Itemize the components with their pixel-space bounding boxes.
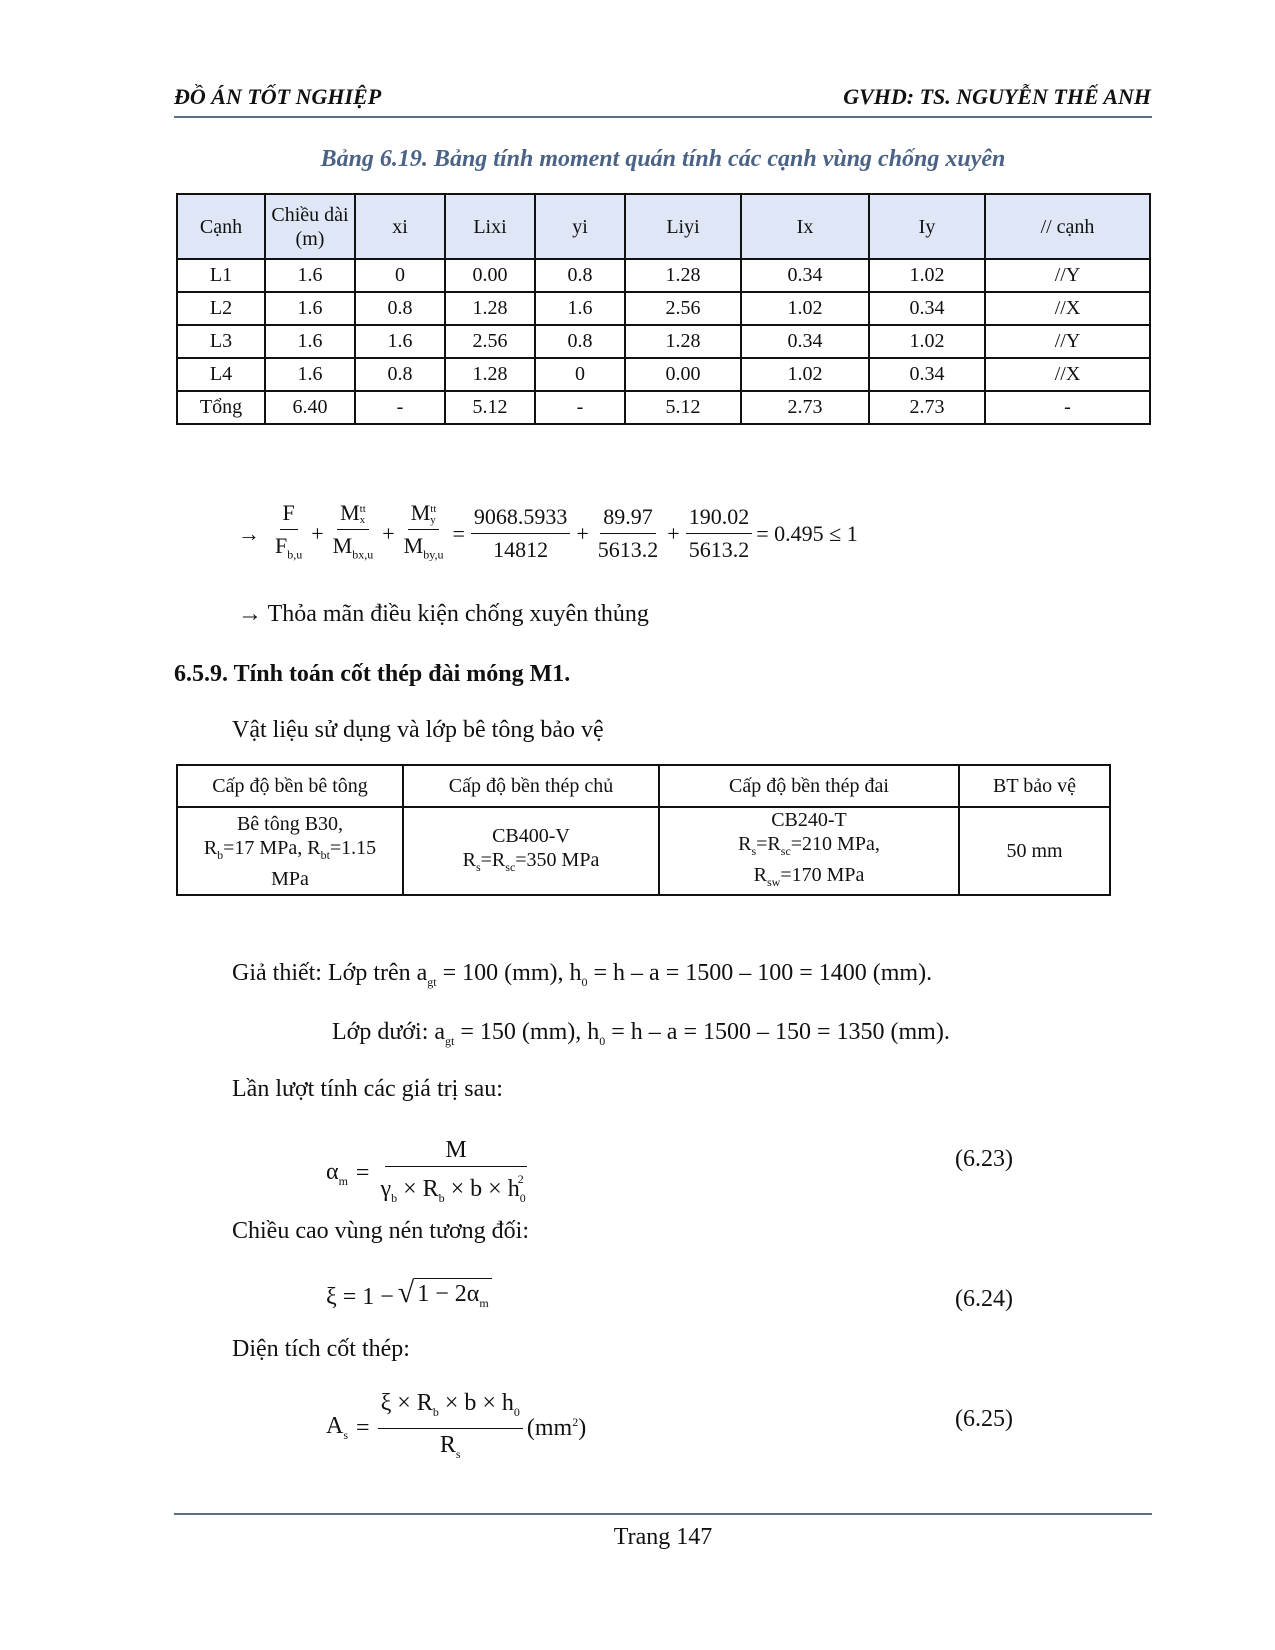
table-cell: 1.6 — [355, 325, 445, 358]
table-cell: Tổng — [177, 391, 265, 424]
table-cell: 2.73 — [869, 391, 985, 424]
moment-inertia-table — [176, 193, 1151, 425]
table-cell: 2.73 — [741, 391, 869, 424]
concrete-grade-cell: Bê tông B30, $R_b=17$ MPa, $R_{bt}=1.15$ MPa — [177, 807, 403, 895]
table-cell: 1.02 — [741, 358, 869, 391]
assumption-top-layer: Giả thiết: Lớp trên $a_{gt} = 100$ (mm), $h_0 = h - a = 1500 - 100 = 1400$ (mm). — [232, 960, 933, 989]
table-cell: 2.56 — [445, 325, 535, 358]
table-cell: 1.28 — [625, 259, 741, 292]
table-cell: 0.00 — [445, 259, 535, 292]
table-cell: 0.34 — [741, 259, 869, 292]
table-cell: 1.6 — [265, 259, 355, 292]
col-header: Chiều dài (m) — [265, 194, 355, 259]
col-header: yi — [535, 194, 625, 259]
col-header: Iy — [869, 194, 985, 259]
materials-intro: Vật liệu sử dụng và lớp bê tông bảo vệ — [232, 717, 604, 743]
table-header-row — [177, 194, 1150, 259]
table-cell: //Y — [985, 325, 1150, 358]
table-cell: - — [535, 391, 625, 424]
table-cell: L4 — [177, 358, 265, 391]
table-cell: 0.00 — [625, 358, 741, 391]
table-cell: //X — [985, 292, 1150, 325]
table-cell: 1.02 — [869, 259, 985, 292]
fraction: $\frac{190.02}{5613.2}$ — [686, 504, 753, 563]
materials-table — [176, 764, 1111, 896]
table-cell: L1 — [177, 259, 265, 292]
col-header: Cạnh — [177, 194, 265, 259]
table-cell: 0 — [535, 358, 625, 391]
equation-number: (6.25) — [955, 1406, 1013, 1432]
col-header: // cạnh — [985, 194, 1150, 259]
fraction: $\frac{F}{F_{b,u}}$ — [275, 500, 303, 562]
section-heading: 6.5.9. Tính toán cốt thép đài móng M1. — [174, 661, 571, 687]
table-cell: 5.12 — [625, 391, 741, 424]
table-header-row — [177, 765, 1110, 807]
footer-rule — [174, 1513, 1152, 1515]
assumption-bottom-layer: Lớp dưới: $a_{gt} = 150$ (mm), $h_0 = h - a = 1500 - 150 = 1350$ (mm). — [332, 1019, 950, 1048]
table-cell: 0.8 — [355, 358, 445, 391]
col-header: Ix — [741, 194, 869, 259]
calc-intro: Lần lượt tính các giá trị sau: — [232, 1076, 503, 1102]
table-cell: 1.6 — [265, 358, 355, 391]
header-rule — [174, 116, 1152, 118]
punching-check-formula: → $\frac{F}{F_{b,u}}$ + M tt x $M_{bx,u}$ + M tt y $M_{by,u}$ = $\frac{9068.5933}{14812}$ + $\frac{89.97}{5613.2}$ + $\frac{190.02}{5613.2}$ = 0.495 ≤ 1 — [238, 500, 858, 567]
table-cell: 1.02 — [741, 292, 869, 325]
table-cell: 1.28 — [445, 292, 535, 325]
table-cell: 1.28 — [445, 358, 535, 391]
table-cell: 0.34 — [869, 292, 985, 325]
table-cell: 2.56 — [625, 292, 741, 325]
col-header: Cấp độ bền thép chủ — [403, 765, 659, 807]
table-row — [177, 358, 1150, 391]
table-cell: L2 — [177, 292, 265, 325]
col-header: xi — [355, 194, 445, 259]
table-cell: 0.8 — [535, 259, 625, 292]
table-row — [177, 292, 1150, 325]
alpha-m-formula: $\alpha_m$ = $\frac{M}{\gamma_b \times R_b \times b \times h_0^2}$ — [326, 1137, 526, 1205]
table-cell: //Y — [985, 259, 1150, 292]
col-header: Lixi — [445, 194, 535, 259]
stirrup-steel-cell: CB240-T $R_s=R_{sc}=210$ MPa, $R_{sw}=170$ MPa — [659, 807, 959, 895]
table-cell: 1.6 — [265, 292, 355, 325]
table-cell: 0.8 — [535, 325, 625, 358]
table-cell: 0.34 — [869, 358, 985, 391]
fraction: $\frac{89.97}{5613.2}$ — [597, 504, 659, 563]
table-cell: 5.12 — [445, 391, 535, 424]
check-conclusion: → Thỏa mãn điều kiện chống xuyên thủng — [238, 601, 649, 627]
table-row — [177, 391, 1150, 424]
table-caption: Bảng 6.19. Bảng tính moment quán tính các cạnh vùng chống xuyên — [320, 146, 1006, 172]
col-header: Liyi — [625, 194, 741, 259]
table-row — [177, 325, 1150, 358]
fraction: M tt x $M_{bx,u}$ — [332, 500, 374, 562]
table-cell: 1.6 — [535, 292, 625, 325]
table-row — [177, 807, 1110, 895]
table-cell: //X — [985, 358, 1150, 391]
equation-number: (6.23) — [955, 1146, 1013, 1172]
table-cell: - — [355, 391, 445, 424]
table-cell: L3 — [177, 325, 265, 358]
table-cell: - — [985, 391, 1150, 424]
table-row — [177, 259, 1150, 292]
cover-cell: 50 mm — [959, 807, 1110, 895]
xi-heading: Chiều cao vùng nén tương đối: — [232, 1218, 529, 1244]
header-left-title: ĐỒ ÁN TỐT NGHIỆP — [174, 84, 382, 109]
col-header: BT bảo vệ — [959, 765, 1110, 807]
fraction: $\frac{9068.5933}{14812}$ — [471, 504, 571, 563]
table-cell: 0.34 — [741, 325, 869, 358]
table-cell: 0.8 — [355, 292, 445, 325]
col-header: Cấp độ bền thép đai — [659, 765, 959, 807]
check-result: = 0.495 ≤ 1 — [756, 520, 858, 546]
table-cell: 6.40 — [265, 391, 355, 424]
page-number: Trang 147 — [613, 1524, 713, 1550]
equation-number: (6.24) — [955, 1286, 1013, 1312]
main-steel-cell: CB400-V $R_s=R_{sc}=350$ MPa — [403, 807, 659, 895]
table-cell: 1.02 — [869, 325, 985, 358]
arrow-icon: → — [238, 520, 260, 546]
fraction: M tt y $M_{by,u}$ — [403, 500, 444, 562]
as-heading: Diện tích cốt thép: — [232, 1336, 410, 1362]
table-cell: 1.6 — [265, 325, 355, 358]
as-formula: $A_s$ = $\frac{\xi \times R_b \times b \times h_0}{R_s}$ $(mm^2)$ — [326, 1390, 587, 1461]
table-cell: 0 — [355, 259, 445, 292]
header-right-advisor: GVHD: TS. NGUYỄN THẾ ANH — [843, 84, 1151, 109]
table-cell: 1.28 — [625, 325, 741, 358]
col-header: Cấp độ bền bê tông — [177, 765, 403, 807]
xi-formula: ξ = 1 − √ $1 - 2\alpha_m$ — [326, 1278, 492, 1318]
